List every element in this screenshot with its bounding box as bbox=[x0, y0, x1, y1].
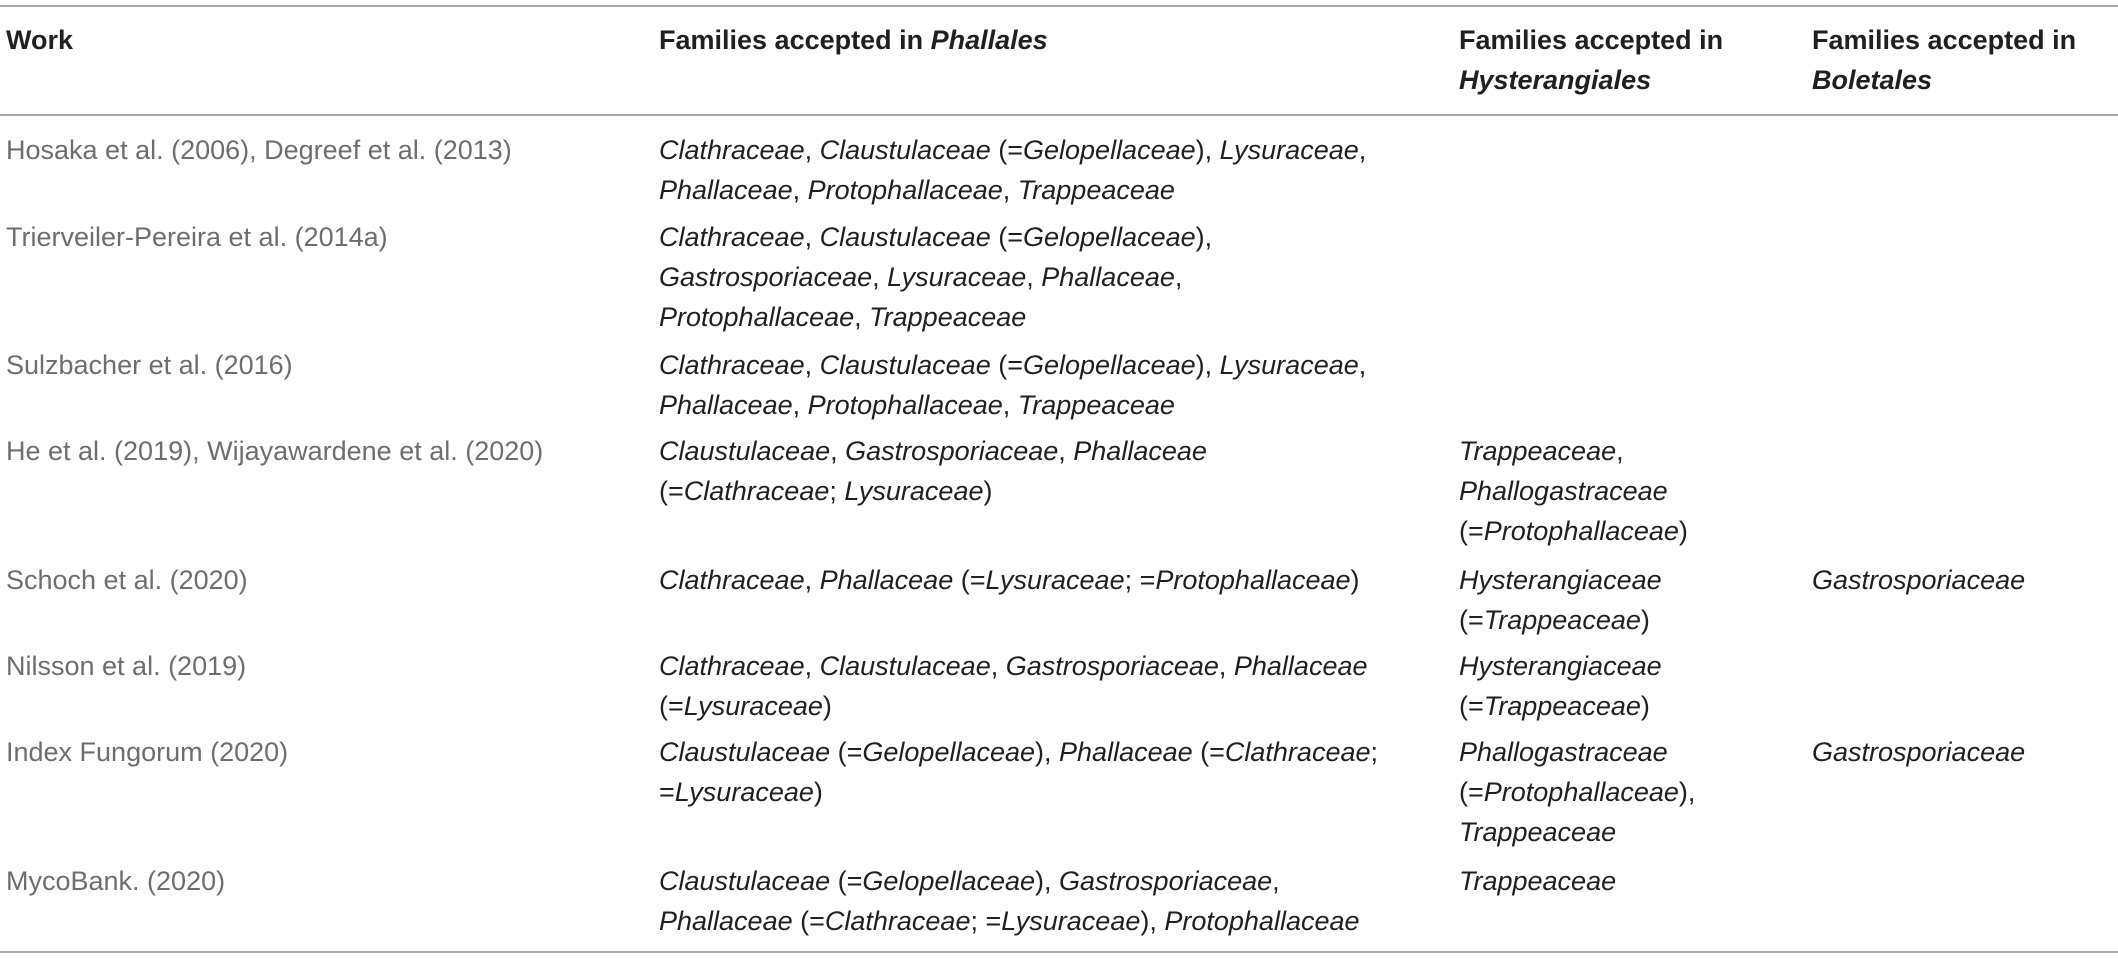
cell-phallales bbox=[659, 130, 1449, 210]
cell-line bbox=[1459, 732, 1799, 772]
cell-text: , bbox=[872, 262, 888, 292]
cell-text: = bbox=[659, 777, 675, 807]
cell-text: ) bbox=[1640, 605, 1650, 635]
taxon-name: Phallaceae bbox=[1041, 262, 1175, 292]
table-bottom-rule bbox=[0, 951, 2118, 953]
cell-text: (= bbox=[1459, 691, 1484, 721]
header-phallales bbox=[659, 20, 1449, 60]
taxon-name: Clathraceae bbox=[659, 565, 805, 595]
cell-hysterangiales bbox=[1459, 861, 1799, 901]
cell-line bbox=[659, 901, 1449, 941]
taxon-name: Gelopellaceae bbox=[862, 866, 1036, 896]
cell-text: (= bbox=[1192, 737, 1225, 767]
taxon-name: Lysuraceae bbox=[844, 476, 984, 506]
cell-line bbox=[659, 772, 1449, 812]
taxon-name: Trappeaceae bbox=[1459, 866, 1617, 896]
cell-text: ), bbox=[1035, 866, 1060, 896]
cell-work: Trierveiler-Pereira et al. (2014a) bbox=[6, 222, 388, 252]
cell-text: ; = bbox=[1124, 565, 1156, 595]
taxon-name: Protophallaceae bbox=[807, 390, 1003, 420]
taxon-name: Gelopellaceae bbox=[1023, 135, 1196, 165]
header-hysterangiales-prefix: Families accepted in bbox=[1459, 25, 1724, 55]
cell-text: , bbox=[804, 135, 820, 165]
cell-text: , bbox=[1272, 866, 1280, 896]
taxon-name: Trappeaceae bbox=[869, 302, 1027, 332]
cell-work: He et al. (2019), Wijayawardene et al. (2020) bbox=[6, 436, 544, 466]
taxon-name: Claustulaceae bbox=[819, 222, 991, 252]
cell-line bbox=[659, 471, 1449, 511]
taxon-name: Clathraceae bbox=[1224, 737, 1371, 767]
cell-text: , bbox=[804, 222, 820, 252]
taxon-name: Lysuraceae bbox=[674, 777, 814, 807]
taxon-name: Trappeaceae bbox=[1459, 436, 1617, 466]
cell-text: , bbox=[804, 350, 820, 380]
taxon-name: Gastrosporiaceae bbox=[1812, 737, 2026, 767]
cell-text: (= bbox=[830, 737, 863, 767]
cell-text: ) bbox=[822, 691, 832, 721]
cell-text: ) bbox=[1350, 565, 1360, 595]
cell-hysterangiales bbox=[1459, 732, 1799, 852]
cell-line bbox=[659, 257, 1449, 297]
cell-line bbox=[659, 431, 1449, 471]
cell-text: (= bbox=[830, 866, 863, 896]
header-phallales-prefix: Families accepted in bbox=[659, 25, 931, 55]
taxon-name: Trappeaceae bbox=[1459, 817, 1617, 847]
cell-work: Index Fungorum (2020) bbox=[6, 737, 289, 767]
cell-text: ), bbox=[1195, 350, 1220, 380]
cell-text: (= bbox=[1459, 777, 1484, 807]
cell-hysterangiales bbox=[1459, 560, 1799, 640]
cell-text: (= bbox=[990, 350, 1023, 380]
taxon-name: Phallogastraceae bbox=[1459, 737, 1668, 767]
taxon-name: Claustulaceae bbox=[659, 436, 831, 466]
header-boletales-prefix: Families accepted in bbox=[1812, 25, 2077, 55]
taxon-name: Gelopellaceae bbox=[1023, 350, 1196, 380]
cell-text: , bbox=[854, 302, 870, 332]
cell-line bbox=[659, 646, 1449, 686]
cell-phallales bbox=[659, 861, 1449, 941]
cell-line bbox=[1812, 732, 2118, 772]
cell-text: ), bbox=[1195, 135, 1220, 165]
cell-text: , bbox=[1026, 262, 1042, 292]
cell-text: (= bbox=[990, 222, 1023, 252]
cell-text: (= bbox=[990, 135, 1023, 165]
cell-text: ; bbox=[1370, 737, 1379, 767]
taxon-name: Hysterangiaceae bbox=[1459, 651, 1662, 681]
cell-phallales bbox=[659, 345, 1449, 425]
cell-line bbox=[659, 297, 1449, 337]
cell-phallales bbox=[659, 431, 1449, 511]
taxon-name: Claustulaceae bbox=[819, 350, 991, 380]
cell-text: , bbox=[1218, 651, 1234, 681]
cell-line bbox=[1459, 600, 1799, 640]
cell-line bbox=[1459, 772, 1799, 812]
taxon-name: Protophallaceae bbox=[1483, 777, 1679, 807]
taxon-name: Lysuraceae bbox=[1219, 350, 1359, 380]
taxon-name: Gelopellaceae bbox=[862, 737, 1036, 767]
cell-phallales bbox=[659, 217, 1449, 337]
taxon-name: Hysterangiaceae bbox=[1459, 565, 1662, 595]
cell-text: , bbox=[1616, 436, 1624, 466]
header-boletales-order: Boletales bbox=[1812, 65, 1933, 95]
cell-text: ), bbox=[1678, 777, 1696, 807]
taxon-name: Trappeaceae bbox=[1017, 390, 1175, 420]
cell-line bbox=[659, 130, 1449, 170]
cell-work: Nilsson et al. (2019) bbox=[6, 651, 247, 681]
taxon-name: Phallogastraceae bbox=[1459, 476, 1668, 506]
header-work bbox=[6, 20, 646, 60]
cell-text: (= bbox=[1459, 516, 1484, 546]
cell-line bbox=[1459, 646, 1799, 686]
cell-boletales bbox=[1812, 732, 2118, 772]
cell-text: (= bbox=[1459, 605, 1484, 635]
table-header-rule bbox=[0, 114, 2118, 116]
cell-text: , bbox=[804, 651, 820, 681]
taxon-name: Claustulaceae bbox=[659, 737, 831, 767]
taxon-name: Gastrosporiaceae bbox=[1059, 866, 1273, 896]
cell-text: ) bbox=[1640, 691, 1650, 721]
cell-line bbox=[1459, 431, 1799, 471]
cell-work: Hosaka et al. (2006), Degreef et al. (2013) bbox=[6, 135, 512, 165]
header-work-label: Work bbox=[6, 25, 74, 55]
cell-work: Sulzbacher et al. (2016) bbox=[6, 350, 293, 380]
taxon-name: Clathraceae bbox=[659, 350, 805, 380]
cell-text: , bbox=[804, 565, 820, 595]
cell-phallales bbox=[659, 732, 1449, 812]
header-phallales-order: Phallales bbox=[930, 25, 1048, 55]
cell-line bbox=[1459, 686, 1799, 726]
cell-text: , bbox=[1358, 350, 1367, 380]
header-boletales bbox=[1812, 20, 2118, 100]
taxon-name: Clathraceae bbox=[683, 476, 830, 506]
cell-text: , bbox=[1174, 262, 1183, 292]
taxon-name: Gastrosporiaceae bbox=[659, 262, 873, 292]
cell-hysterangiales bbox=[1459, 431, 1799, 551]
taxon-name: Phallaceae bbox=[1233, 651, 1368, 681]
taxon-name: Phallaceae bbox=[819, 565, 954, 595]
cell-boletales bbox=[1812, 560, 2118, 600]
cell-text: (= bbox=[792, 906, 825, 936]
taxon-name: Phallaceae bbox=[1073, 436, 1207, 466]
header-hysterangiales bbox=[1459, 20, 1799, 100]
cell-text: ), bbox=[1035, 737, 1060, 767]
cell-text: , bbox=[1002, 175, 1018, 205]
header-hysterangiales-order: Hysterangiales bbox=[1459, 65, 1652, 95]
taxon-name: Claustulaceae bbox=[659, 866, 831, 896]
cell-phallales bbox=[659, 560, 1449, 600]
taxon-name: Protophallaceae bbox=[1155, 565, 1351, 595]
cell-text: , bbox=[830, 436, 846, 466]
cell-text: (= bbox=[659, 476, 684, 506]
taxon-name: Clathraceae bbox=[659, 651, 805, 681]
taxon-name: Trappeaceae bbox=[1017, 175, 1175, 205]
cell-text: ) bbox=[983, 476, 993, 506]
table-top-rule bbox=[0, 5, 2118, 7]
taxon-name: Phallaceae bbox=[659, 390, 793, 420]
taxon-name: Protophallaceae bbox=[1164, 906, 1360, 936]
cell-text: , bbox=[792, 390, 808, 420]
cell-line bbox=[1459, 812, 1799, 852]
taxon-name: Protophallaceae bbox=[659, 302, 855, 332]
cell-line bbox=[659, 345, 1449, 385]
cell-line bbox=[659, 217, 1449, 257]
cell-line bbox=[659, 385, 1449, 425]
cell-text: ) bbox=[1678, 516, 1688, 546]
cell-work: MycoBank. (2020) bbox=[6, 866, 226, 896]
taxon-name: Protophallaceae bbox=[1483, 516, 1679, 546]
cell-text: , bbox=[1358, 135, 1367, 165]
cell-text: ) bbox=[813, 777, 823, 807]
taxon-name: Claustulaceae bbox=[819, 651, 991, 681]
taxon-name: Gastrosporiaceae bbox=[845, 436, 1059, 466]
taxon-name: Lysuraceae bbox=[887, 262, 1027, 292]
taxon-name: Claustulaceae bbox=[819, 135, 991, 165]
cell-text: (= bbox=[659, 691, 684, 721]
cell-line bbox=[1459, 560, 1799, 600]
taxon-name: Protophallaceae bbox=[807, 175, 1003, 205]
taxon-name: Lysuraceae bbox=[1219, 135, 1359, 165]
taxon-name: Clathraceae bbox=[659, 135, 805, 165]
cell-text: , bbox=[1058, 436, 1074, 466]
taxon-name: Trappeaceae bbox=[1483, 605, 1641, 635]
cell-text: , bbox=[792, 175, 808, 205]
cell-line bbox=[659, 560, 1449, 600]
cell-line bbox=[659, 170, 1449, 210]
cell-line bbox=[1812, 560, 2118, 600]
cell-text: ; = bbox=[970, 906, 1002, 936]
cell-line bbox=[1459, 861, 1799, 901]
taxon-name: Clathraceae bbox=[824, 906, 971, 936]
cell-line bbox=[1459, 471, 1799, 511]
cell-work: Schoch et al. (2020) bbox=[6, 565, 248, 595]
cell-hysterangiales bbox=[1459, 646, 1799, 726]
cell-text: (= bbox=[953, 565, 986, 595]
cell-text: ), bbox=[1140, 906, 1165, 936]
cell-text: , bbox=[1002, 390, 1018, 420]
cell-line bbox=[659, 732, 1449, 772]
cell-line bbox=[659, 686, 1449, 726]
taxon-name: Lysuraceae bbox=[985, 565, 1125, 595]
cell-phallales bbox=[659, 646, 1449, 726]
taxon-name: Lysuraceae bbox=[1001, 906, 1141, 936]
cell-text: ), bbox=[1195, 222, 1213, 252]
taxon-name: Gelopellaceae bbox=[1023, 222, 1196, 252]
taxon-name: Gastrosporiaceae bbox=[1812, 565, 2026, 595]
taxon-name: Gastrosporiaceae bbox=[1005, 651, 1219, 681]
cell-text: , bbox=[990, 651, 1006, 681]
cell-text: ; bbox=[829, 476, 845, 506]
taxon-name: Trappeaceae bbox=[1483, 691, 1641, 721]
taxon-name: Clathraceae bbox=[659, 222, 805, 252]
cell-line bbox=[1459, 511, 1799, 551]
taxon-name: Phallaceae bbox=[1059, 737, 1193, 767]
taxon-name: Phallaceae bbox=[659, 175, 793, 205]
cell-line bbox=[659, 861, 1449, 901]
taxon-name: Phallaceae bbox=[659, 906, 793, 936]
taxon-name: Lysuraceae bbox=[683, 691, 823, 721]
